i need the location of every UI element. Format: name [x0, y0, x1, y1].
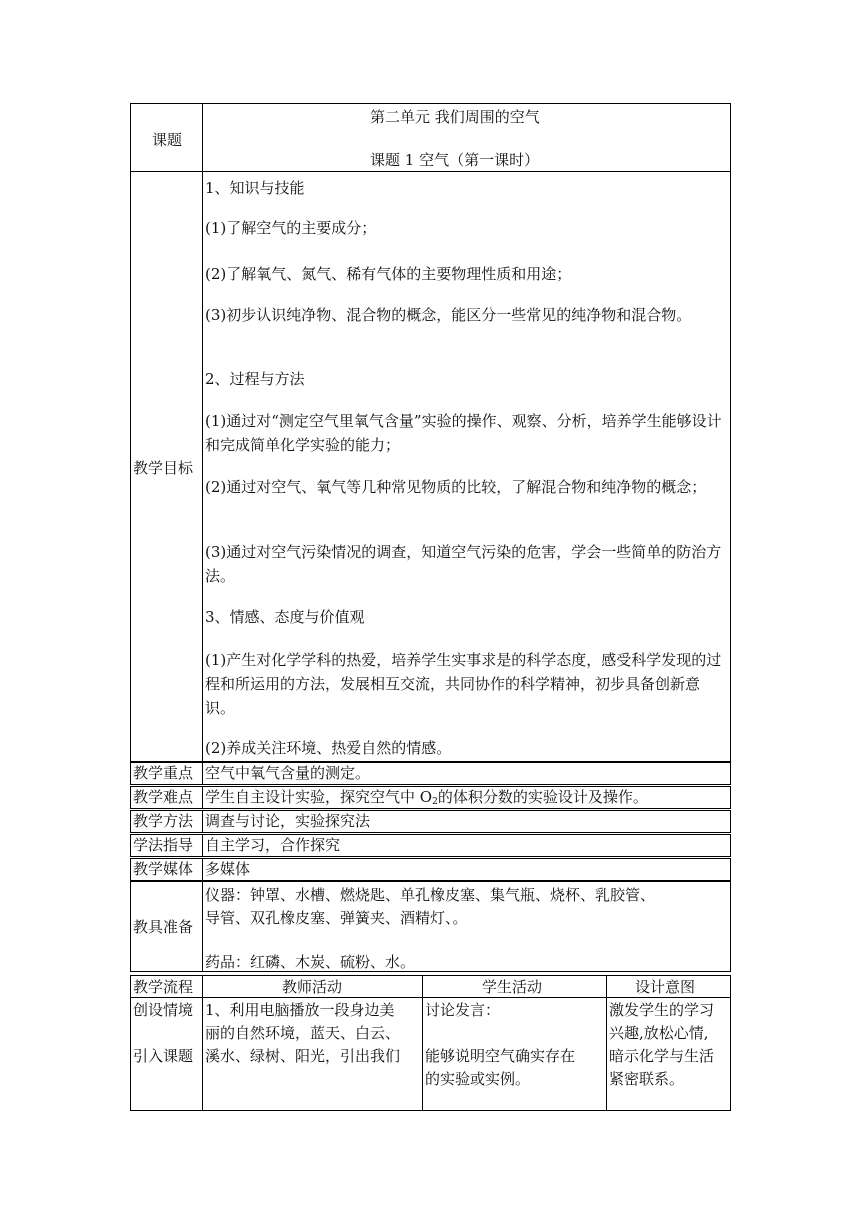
flow-header-teacher: 教师活动 [282, 978, 343, 996]
objective-item: (2)养成关注环境、热爱自然的情感。 [205, 739, 452, 757]
instruments-line-1: 仪器：钟罩、水槽、燃烧匙、单孔橡皮塞、集气瓶、烧杯、乳胶管、 [205, 886, 656, 904]
key-point-label: 教学重点 [133, 764, 194, 782]
key-point-value: 空气中氧气含量的测定。 [205, 764, 371, 782]
teacher-activity-line: 丽的自然环境，蓝天、白云、 [205, 1024, 401, 1042]
flow-header-stage: 教学流程 [133, 978, 194, 996]
media-label: 教学媒体 [133, 860, 194, 878]
objective-item: (3)初步认识纯净物、混合物的概念，能区分一些常见的纯净物和混合物。 [205, 306, 692, 324]
objectives-label: 教学目标 [133, 459, 194, 477]
flow-stage-line-1: 创设情境 [133, 1001, 194, 1019]
objective-item: (1)了解空气的主要成分； [205, 219, 377, 237]
method-value: 调查与讨论，实验探究法 [205, 812, 371, 830]
method-label: 教学方法 [133, 812, 194, 830]
design-intent-line: 暗示化学与生活 [609, 1047, 715, 1065]
student-activity-line: 讨论发言： [425, 1001, 501, 1019]
lesson-title: 课题 1 空气（第一课时） [370, 151, 540, 169]
study-value: 自主学习，合作探究 [205, 836, 341, 854]
title-label: 课题 [152, 131, 183, 149]
flow-stage-line-2: 引入课题 [133, 1047, 194, 1065]
objective-heading-1: 1、知识与技能 [205, 179, 305, 197]
instruments-line-2: 导管、双孔橡皮塞、弹簧夹、酒精灯、。 [205, 909, 468, 927]
design-intent-line: 兴趣,放松心情, [609, 1024, 709, 1042]
reagents-line: 药品：红磷、木炭、硫粉、水。 [205, 953, 416, 971]
student-activity-line: 的实验或实例。 [425, 1070, 531, 1088]
design-intent-line: 激发学生的学习 [609, 1001, 715, 1019]
flow-header-student: 学生活动 [482, 978, 543, 996]
unit-title: 第二单元 我们周围的空气 [370, 108, 540, 126]
teacher-activity-line: 溪水、绿树、阳光，引出我们 [205, 1047, 401, 1065]
objective-heading-3: 3、情感、态度与价值观 [205, 608, 365, 626]
objective-item: (2)了解氧气、氮气、稀有气体的主要物理性质和用途； [205, 265, 572, 283]
difficulty-value: 学生自主设计实验，探究空气中 $O_2$的体积分数的实验设计及操作。 [205, 788, 648, 807]
equipment-label: 教具准备 [133, 918, 194, 936]
objective-item: (3)通过对空气污染情况的调查，知道空气污染的危害，学会一些简单的防治方法。 [205, 543, 722, 585]
objective-item: (1)产生对化学学科的热爱，培养学生实事求是的科学态度，感受科学发现的过程和所运用的方法，发展相互交流，共同协作的科学精神，初步具备创新意识。 [205, 651, 722, 717]
student-activity-line: 能够说明空气确实存在 [425, 1047, 576, 1065]
objective-item: (2)通过对空气、氧气等几种常见物质的比较，了解混合物和纯净物的概念； [205, 478, 707, 496]
design-intent-line: 紧密联系。 [609, 1070, 685, 1088]
objective-heading-2: 2、过程与方法 [205, 370, 305, 388]
flow-header-intent: 设计意图 [635, 978, 696, 996]
study-label: 学法指导 [133, 836, 194, 854]
teacher-activity-line: 1、利用电脑播放一段身边美 [205, 1001, 395, 1019]
media-value: 多媒体 [205, 860, 251, 878]
objective-item: (1)通过对“测定空气里氧气含量”实验的操作、观察、分析，培养学生能够设计和完成简单化学实验的能力； [205, 412, 722, 454]
difficulty-label: 教学难点 [133, 788, 194, 806]
